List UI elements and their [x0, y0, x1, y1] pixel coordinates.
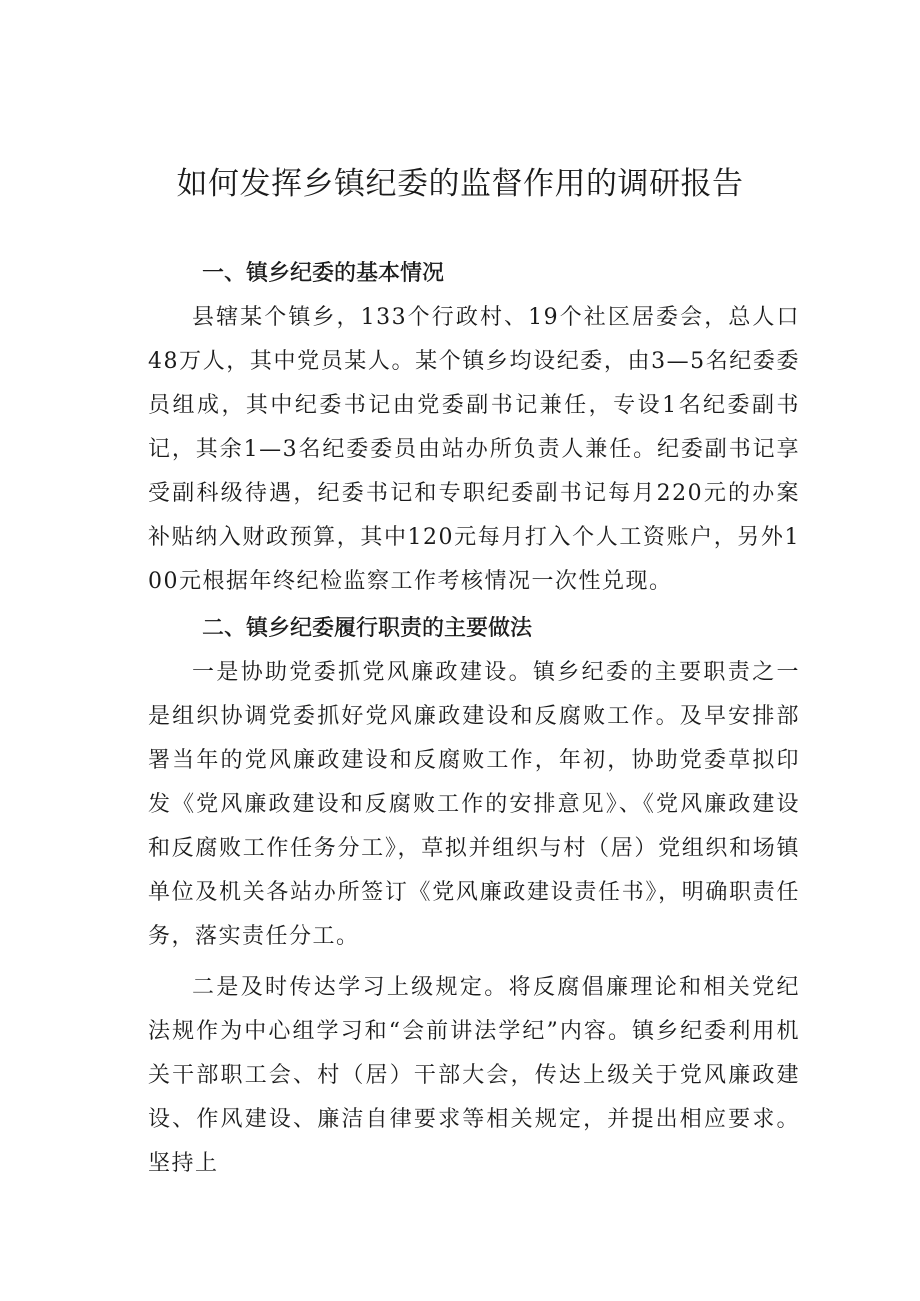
section-heading-basic-situation: 一、镇乡纪委的基本情况 — [202, 261, 445, 286]
section-heading-main-practices: 二、镇乡纪委履行职责的主要做法 — [202, 616, 533, 641]
document-body — [148, 252, 800, 1186]
document-title: 如何发挥乡镇纪委的监督作用的调研报告 — [176, 166, 744, 202]
paragraph-study-regulations: 二是及时传达学习上级规定。将反腐倡廉理论和相关党纪法规作为中心组学习和“会前讲法学纪”内容。镇乡纪委利用机关干部职工会、村（居）干部大会，传达上级关于党风廉政建设、作风建设、廉洁自律要求等相关规定，并提出相应要求。坚持上 — [148, 975, 800, 1176]
paragraph-assist-party-committee: 一是协助党委抓党风廉政建设。镇乡纪委的主要职责之一是组织协调党委抓好党风廉政建设和反腐败工作。及早安排部署当年的党风廉政建设和反腐败工作，年初，协助党委草拟印发《党风廉政建设和反腐败工作的安排意见》、《党风廉政建设和反腐败工作任务分工》，草拟并组织与村（居）党组织和场镇单位及机关各站办所签订《党风廉政建设责任书》，明确职责任务，落实责任分工。 — [148, 660, 800, 949]
paragraph-basic-situation: 县辖某个镇乡，133个行政村、19个社区居委会，总人口48万人，其中党员某人。某个镇乡均设纪委，由3—5名纪委委员组成，其中纪委书记由党委副书记兼任，专设1名纪委副书记，其余1—3名纪委委员由站办所负责人兼任。纪委副书记享受副科级待遇，纪委书记和专职纪委副书记每月220元的办案补贴纳入财政预算，其中120元每月打入个人工资账户，另外100元根据年终纪检监察工作考核情况一次性兑现。 — [148, 305, 800, 594]
